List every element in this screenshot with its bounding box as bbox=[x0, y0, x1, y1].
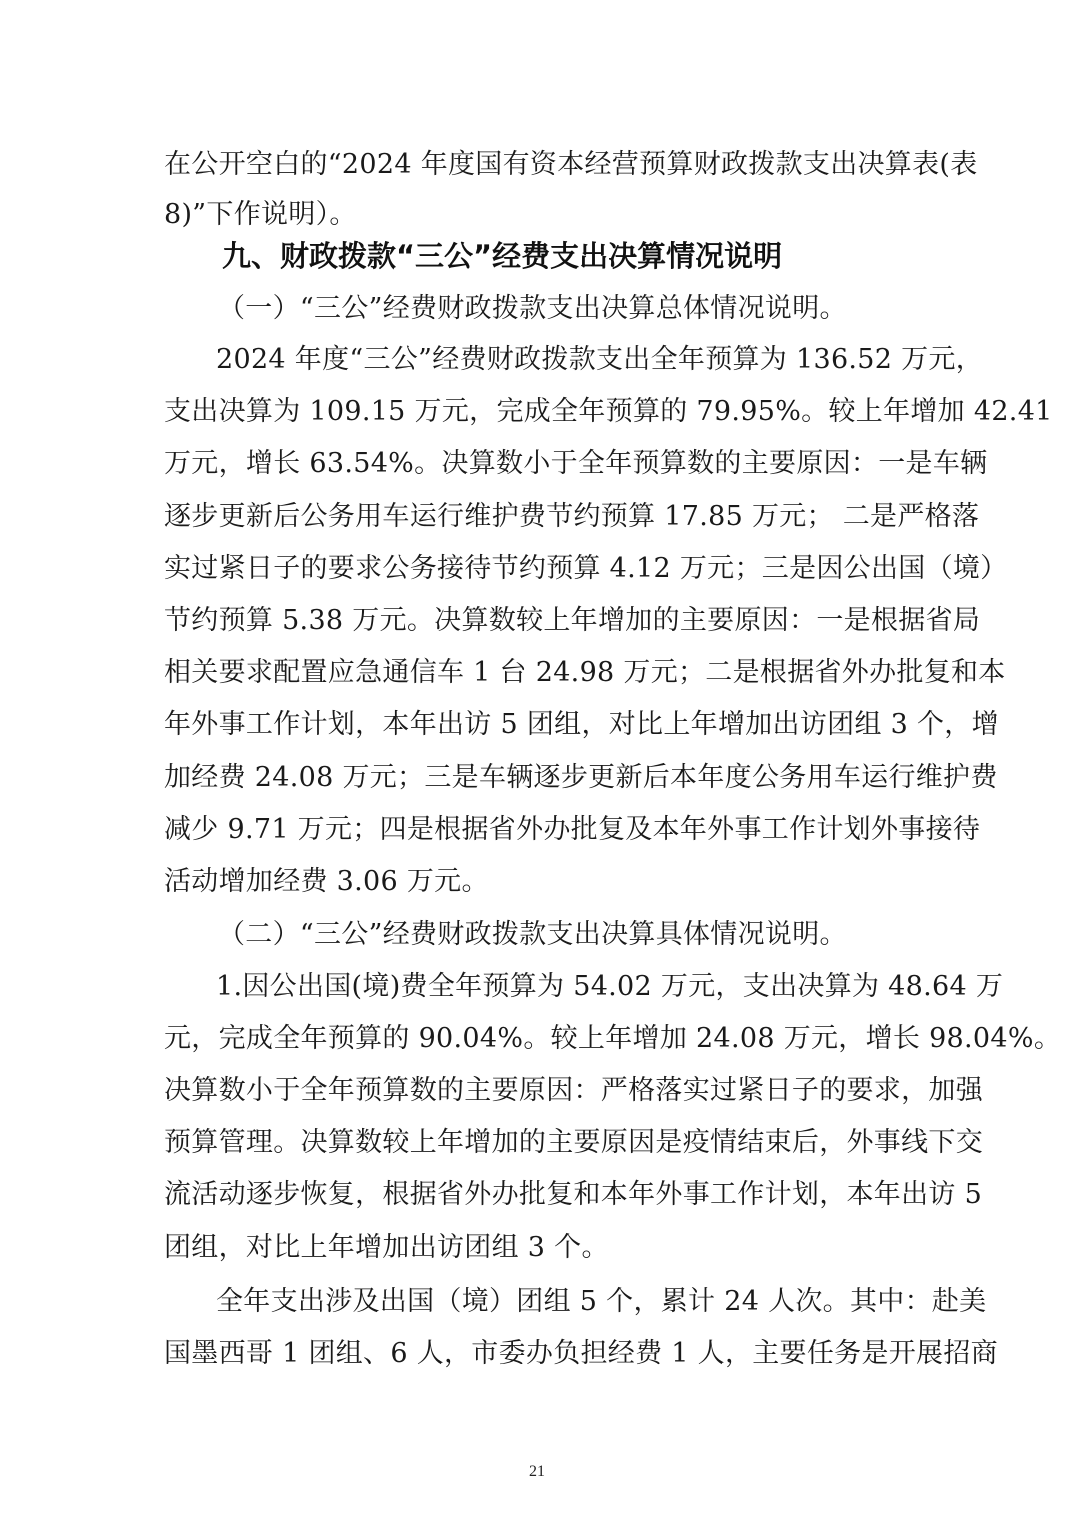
paragraph-line: 年外事工作计划，本年出访 5 团组，对比上年增加出访团组 3 个，增 bbox=[164, 709, 999, 740]
subsection-title: （一）“三公”经费财政拨款支出决算总体情况说明。 bbox=[218, 293, 847, 324]
detail-line: 国墨西哥 1 团组、6 人，市委办负担经费 1 人，主要任务是开展招商 bbox=[164, 1338, 998, 1369]
intro-line: 在公开空白的“2024 年度国有资本经营预算财政拨款支出决算表(表 bbox=[164, 149, 978, 180]
paragraph-line: 逐步更新后公务用车运行维护费节约预算 17.85 万元； 二是严格落 bbox=[164, 501, 980, 532]
paragraph-line: 支出决算为 109.15 万元，完成全年预算的 79.95%。较上年增加 42.41 bbox=[164, 396, 1053, 427]
paragraph-line: 加经费 24.08 万元；三是车辆逐步更新后本年度公务用车运行维护费 bbox=[164, 762, 998, 793]
intro-line: 8)”下作说明）。 bbox=[164, 199, 357, 230]
item-line: 流活动逐步恢复，根据省外办批复和本年外事工作计划，本年出访 5 bbox=[164, 1179, 983, 1210]
paragraph-line: 节约预算 5.38 万元。决算数较上年增加的主要原因：一是根据省局 bbox=[164, 605, 981, 636]
subsection-title: （二）“三公”经费财政拨款支出决算具体情况说明。 bbox=[218, 919, 847, 950]
item-line: 元，完成全年预算的 90.04%。较上年增加 24.08 万元，增长 98.04%。 bbox=[164, 1023, 1062, 1054]
item-line: 决算数小于全年预算数的主要原因：严格落实过紧日子的要求，加强 bbox=[164, 1075, 983, 1106]
item-line: 预算管理。决算数较上年增加的主要原因是疫情结束后，外事线下交 bbox=[164, 1127, 983, 1158]
paragraph-line: 万元，增长 63.54%。决算数小于全年预算数的主要原因：一是车辆 bbox=[164, 448, 988, 479]
paragraph-line: 2024 年度“三公”经费财政拨款支出全年预算为 136.52 万元， bbox=[216, 344, 984, 375]
section-heading: 九、财政拨款“三公”经费支出决算情况说明 bbox=[222, 239, 783, 273]
item-line: 团组，对比上年增加出访团组 3 个。 bbox=[164, 1232, 609, 1263]
paragraph-line: 减少 9.71 万元；四是根据省外办批复及本年外事工作计划外事接待 bbox=[164, 814, 981, 845]
item-line: 1.因公出国(境)费全年预算为 54.02 万元，支出决算为 48.64 万 bbox=[216, 971, 1004, 1002]
detail-line: 全年支出涉及出国（境）团组 5 个，累计 24 人次。其中：赴美 bbox=[216, 1286, 987, 1317]
paragraph-line: 实过紧日子的要求公务接待节约预算 4.12 万元；三是因公出国（境） bbox=[164, 553, 1008, 584]
paragraph-line: 相关要求配置应急通信车 1 台 24.98 万元；二是根据省外办批复和本 bbox=[164, 657, 1006, 688]
paragraph-line: 活动增加经费 3.06 万元。 bbox=[164, 866, 489, 897]
page-number: 21 bbox=[529, 1463, 545, 1480]
